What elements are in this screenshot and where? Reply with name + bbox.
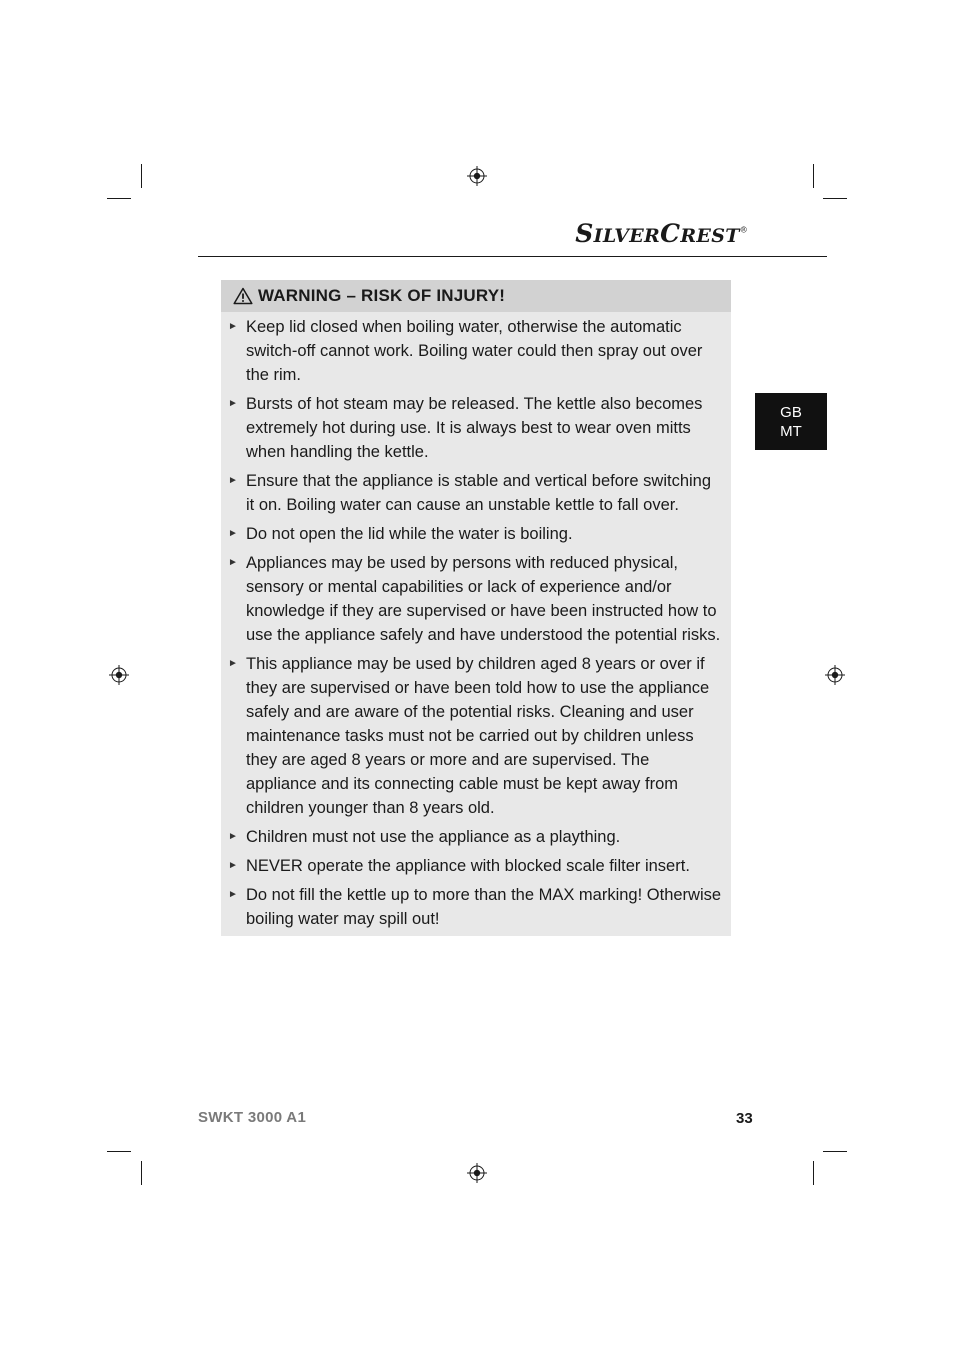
registration-mark-icon [467, 1163, 487, 1183]
crop-mark [813, 164, 814, 188]
warning-list [221, 312, 731, 931]
list-item: ► NEVER operate the appliance with blocked scale filter insert. [228, 854, 723, 878]
list-item: ► Do not open the lid while the water is boiling. [228, 522, 723, 546]
header-rule [198, 256, 827, 257]
warning-header [221, 280, 731, 312]
crop-mark [141, 1161, 142, 1185]
warning-triangle-icon [233, 287, 253, 305]
list-item: ► Do not fill the kettle up to more than the MAX marking! Otherwise boiling water may spill out! [228, 883, 723, 931]
bullet-arrow-icon: ► [228, 831, 238, 842]
warning-title: WARNING – RISK OF INJURY! [258, 286, 506, 305]
bullet-arrow-icon: ► [228, 321, 238, 332]
registration-mark-icon [467, 166, 487, 186]
bullet-arrow-icon: ► [228, 557, 238, 568]
language-code: GB [780, 403, 802, 421]
bullet-arrow-icon: ► [228, 889, 238, 900]
brand-logo: SILVERCREST® [575, 219, 748, 248]
bullet-arrow-icon: ► [228, 860, 238, 871]
list-item: ► Children must not use the appliance as a plaything. [228, 825, 723, 849]
crop-mark [813, 1161, 814, 1185]
crop-mark [823, 1151, 847, 1152]
bullet-arrow-icon: ► [228, 475, 238, 486]
registration-mark-icon [109, 665, 129, 685]
list-item: ► Appliances may be used by persons with reduced physical, sensory or mental capabilities or lack of experience and/or knowledge if they are supervised or have been instructed how to use the appliance safely and have understood the potential risks. [228, 551, 723, 647]
list-item: ► This appliance may be used by children aged 8 years or over if they are supervised or have been told how to use the appliance safely and are aware of the potential risks. Cleaning and user maintenance tasks must not be carried out by children unless they are aged 8 years or more and are supervised. The appliance and its connecting cable must be kept away from children younger than 8 years old. [228, 652, 723, 820]
crop-mark [141, 164, 142, 188]
page-number: 33 [736, 1110, 753, 1127]
crop-mark [823, 198, 847, 199]
warning-box [221, 280, 731, 936]
list-item: ► Bursts of hot steam may be released. The kettle also becomes extremely hot during use. It is always best to wear oven mitts when handling the kettle. [228, 392, 723, 464]
bullet-arrow-icon: ► [228, 528, 238, 539]
model-number: SWKT 3000 A1 [198, 1109, 307, 1126]
bullet-arrow-icon: ► [228, 398, 238, 409]
bullet-arrow-icon: ► [228, 658, 238, 669]
language-code: MT [780, 422, 802, 440]
registration-mark-icon [825, 665, 845, 685]
crop-mark [107, 198, 131, 199]
crop-mark [107, 1151, 131, 1152]
language-tab [755, 393, 827, 450]
list-item: ► Ensure that the appliance is stable and vertical before switching it on. Boiling water can cause an unstable kettle to fall over. [228, 469, 723, 517]
list-item: ► Keep lid closed when boiling water, otherwise the automatic switch-off cannot work. Boiling water could then spray out over the rim. [228, 315, 723, 387]
